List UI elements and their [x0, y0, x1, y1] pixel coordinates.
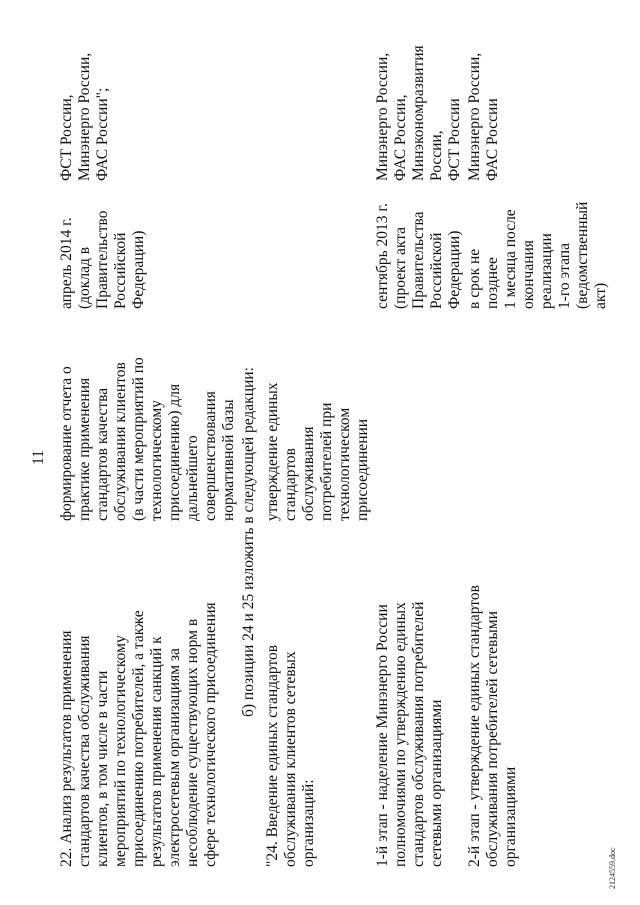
row24-measure: "24. Введение единых стандартов обслуживания клиентов сетевых организаций:	[264, 644, 317, 867]
row24-result: утверждение единых стандартов обслуживания потребителей при технологическом присоединении	[264, 382, 371, 521]
page-number: 11	[30, 450, 47, 465]
stage2-deadline: в срок не позднее 1 месяца после окончания реализации 1-го этапа (ведомственный акт)	[466, 201, 609, 309]
row22-deadline: апрель 2014 г. (доклад в Правительство Российской Федерации)	[58, 210, 147, 309]
row22-measure: 22. Анализ результатов применения стандартов качества обслуживания клиентов, в том числе в части мероприятий по технологическому присоединению потребителей, а также результатов применения санкций к электросетевым организациям за несоблюдение существующих норм в сфере технологического присоединения	[58, 602, 219, 867]
amendment-heading: б) позиции 24 и 25 изложить в следующей редакции:	[240, 367, 257, 717]
stage2-responsible: Минэнерго России, ФАС России	[466, 52, 501, 181]
stage2-measure: 2-й этап - утверждение единых стандартов обслуживания потребителей сетевыми организациями	[466, 585, 519, 867]
stage1-measure: 1-й этап - наделение Минэнерго России полномочиями по утверждению единых стандартов обслуживания потребителей сетевыми организациями	[374, 601, 445, 867]
row22-responsible: ФСТ России, Минэнерго России, ФАС России";	[58, 52, 111, 181]
row22-result: формирование отчета о практике применения стандартов качества обслуживания клиентов (в части мероприятий по технологическому присоединению) для дальнейшего совершенствования нормативной базы	[58, 357, 237, 521]
stage1-deadline: сентябрь 2013 г. (проект акта Правительства Российской Федерации)	[374, 203, 463, 309]
footer-filename: 2124559.doc	[608, 847, 617, 889]
stage1-responsible: Минэнерго России, ФАС России, Минэкономразвития России, ФСТ России	[374, 45, 463, 181]
